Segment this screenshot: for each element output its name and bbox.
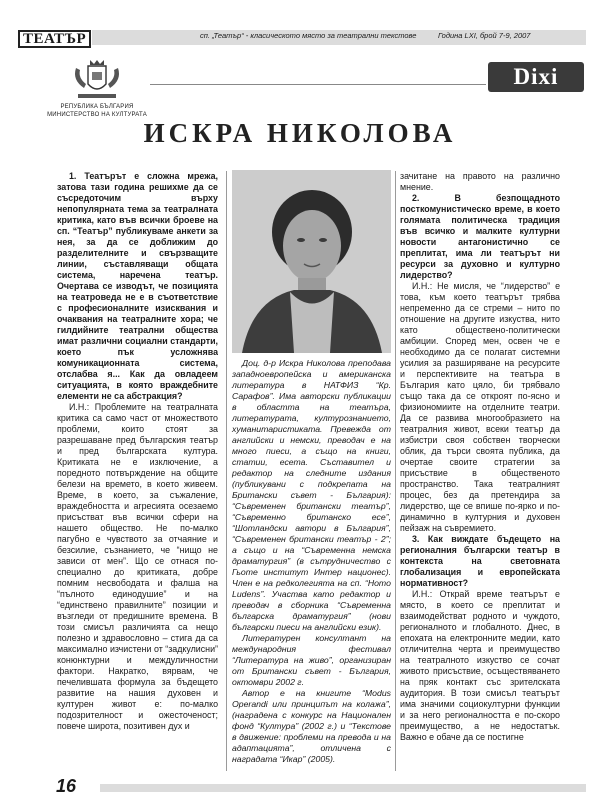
- author-bio: [232, 358, 391, 765]
- coat-of-arms-icon: [70, 58, 124, 102]
- question-3: 3. Как виждате бъдещето на регионалния български театър в контекста на световната глобализация и европейската нормативност?: [400, 534, 560, 588]
- bio-paragraph-1: Доц. д-р Искра Николова преподава западноевропейска и американска литература в НАТФИЗ “Кр. Сарафов”. Има авторски публикации в областта на театъра, литературата, културознанието, хуманитаристиката. Превежда от английски и немски, преводач е на много пиеси, а също на книги, статии, есета. Съставител и редактор на следните издания (публикувани с подкрепата на Британски съвет - България): “Съвременен британски театър”, “Съвременно британско есе”, “Шотландски автори в България”, “Съвременен британски театър - 2”; а също и на “Съвременна немска драматургия” (в сътрудничество с Гьоте институт Интер национес). Член е на редколегията на сп. “Homo Ludens”. Участва като редактор и преводач в сборника “Съвременна българска драматургия” (нови български пиеси на английски език).: [232, 358, 391, 632]
- bio-paragraph-3: Автор е на книгите “Modus Operandi или принципът на колажа”, (наградена с конкурс на Национален фонд “Култура” (2002 г.) и “Текстове в движение: проблеми на превода и на адаптацията”, отличена с наградата “Икар” (2005).: [232, 688, 391, 764]
- column-right: [400, 171, 560, 785]
- question-2: 2. В безпощадното посткомунистическо време, в което голямата политическа традиция във всичко и малките културни новости антагонистично се преплитат, има ли театърът ни ресурси за духовно и културно лидерство?: [400, 193, 560, 280]
- column-divider: [226, 171, 227, 771]
- portrait-image: [232, 170, 391, 353]
- article-title: ИСКРА НИКОЛОВА: [143, 118, 457, 148]
- bio-paragraph-2: Литературен консултант на международния фестивал “Литература на живо”, организиран от Британски съвет - България, октомври 2002 г.: [232, 633, 391, 687]
- footer-bar: [100, 784, 586, 792]
- ministry-label: [38, 104, 156, 119]
- column-left: [57, 171, 218, 785]
- section-badge: Dixi: [488, 62, 584, 92]
- badge-rule: [150, 84, 486, 85]
- header-issue: Година LXI, брой 7-9, 2007: [438, 31, 531, 40]
- answer-2: И.Н.: Не мисля, че “лидерство” е това, към което театърът трябва непременно да се стреми – нито по отношение на другите изкуства, нито като обществено-политически амбиции. Според мен, освен че е необходимо да се полагат системни усилия за разширяване на ресурсите и перспективите на театъра в България като цяло, би трябвало също така да се откроят по-ясно и физиономиите на отделните театри. Да се развива многообразието на театралния живот, всеки театър да избистри своя собствен творчески облик, да търси своята публика, да очертае своите стратегии за присъствие в общественото пространство. Така театралният процес, без да претендира за лидерство, ще се впише по-ярко и по-динамично в културния и духовен пейзаж на съвремието.: [400, 281, 560, 533]
- page-number: 16: [56, 776, 77, 796]
- ministry-line-2: МИНИСТЕРСТВО НА КУЛТУРАТА: [47, 111, 147, 118]
- ministry-line-1: РЕПУБЛИКА БЪЛГАРИЯ: [60, 104, 134, 110]
- magazine-logo: ТЕАТЪР: [18, 30, 91, 48]
- answer-3: И.Н.: Открай време театърът е място, в което се преплитат и взаимодействат родното и чуждото, регионалното и глобалното. Днес, в епохата на електронните медии, като отличителна черта и преимущество на театралното изкуство се сочат живото присъствие, осъществяването на пряк контакт със зрителската аудитория. В този смисъл театърът има значими социокултурни функции и за него регионалността е по-скоро преимущество, а не недостатък. Важно е обаче да се постигне: [400, 589, 560, 742]
- author-photo: [232, 170, 391, 353]
- answer-1: И.Н.: Проблемите на театралната критика са само част от множеството проблеми, които стоят за разрешаване пред българския театър и пред българската култура. Критиката не е изключение, а поредното потвърждение на общите белези на времето, в което живеем. Време, в което, за съжаление, враждебността и агресията осезаемо присъстват във всички сфери на нашето общество. Не по-малко пагубно е чувството за отчаяние и безсилие, съзнанието, че “нищо не зависи от мен”. Що се отнася по-специално до критиката, добре помним несвободата и фалша на “пълното единодушие” и на “единствено правилните” позиции и възгледи от предишните времена. В този смисъл различията са нещо полезно и здравословно – стига да са максимално изчистени от “задкулисни” конюнктурни и междуличностни фактори. Накратко, вярвам, че печелившата формула за бъдещето развитие на нашия духовен и културен живот е: по-малко подозрителност и ожесточеност; повече широта, позитивен дух и: [57, 402, 218, 731]
- column-divider: [395, 171, 396, 771]
- header-magazine-line: сп. „Театър“ - класическото място за театрални текстове: [200, 31, 417, 40]
- question-1: 1. Театърът е сложна мрежа, затова тази година решихме да се съсредоточим върху непопулярната тема за театралната критика, като във всички броеве на сп. “Театър” публикуваме анкети за нея, за да се доближим до разделителните и свързващите линии, съставляващи общата система, наречена театър. Очертава се изводът, че позицията на театроведа не е в съответствие с професионалните изисквания и очаквания на театралните хора; че гилдийните театрални общества имат различни социални стандарти, което пък усложнява комуникационната система, отслабва я... Как да овладеем ситуацията, в която враждебните елементи не са абстракция?: [57, 171, 218, 401]
- answer-1-continued: зачитане на правото на различно мнение.: [400, 171, 560, 192]
